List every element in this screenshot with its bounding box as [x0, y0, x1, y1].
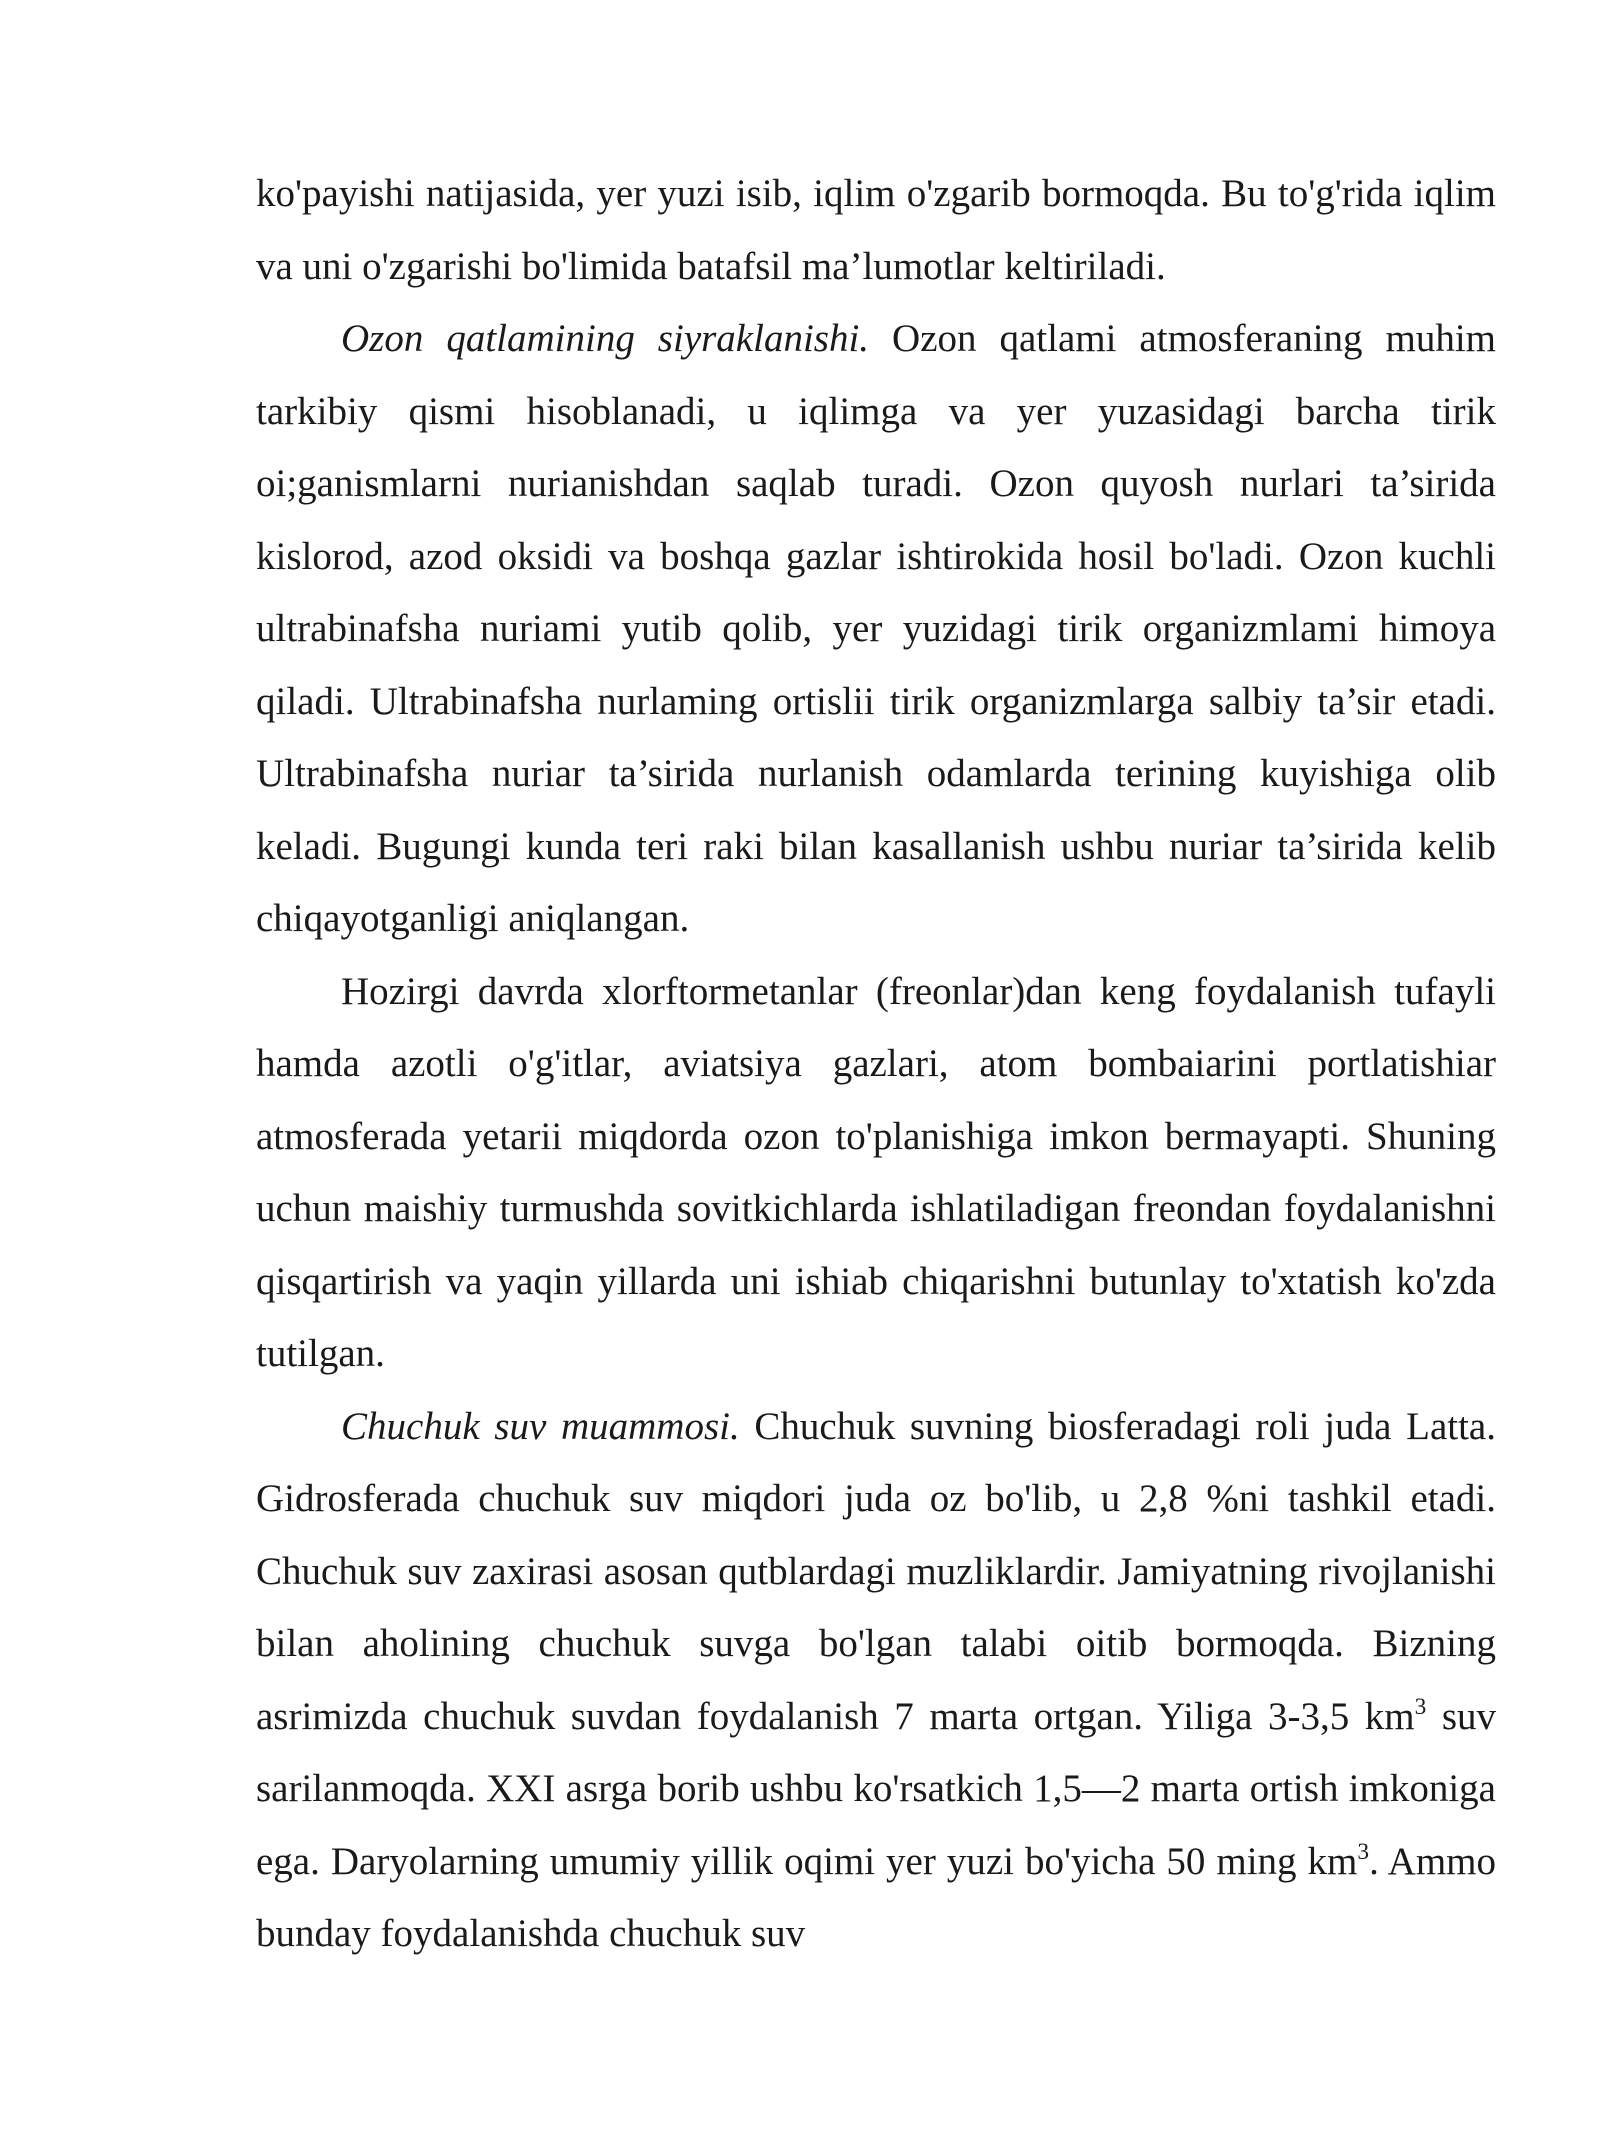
superscript-cubed: 3 [1414, 1693, 1427, 1720]
paragraph-freons [256, 956, 1496, 1391]
document-body [256, 158, 1496, 1971]
paragraph-text: suv sarilanmoqda. XXI asrga borib ushbu ko'rsatkich 1,5—2 marta ortish imkoniga ega. Daryolarning umumiy yillik oqimi yer yuzi bo'yicha 50 ming km [256, 1694, 1496, 1883]
paragraph-fresh-water [256, 1391, 1496, 1971]
paragraph-text: Ozon qatlami atmosferaning muhim tarkibiy qismi hisoblanadi, u iqlimga va yer yuzasidagi barcha tirik oi;ganismlarni nurianishdan saqlab turadi. Ozon quyosh nurlari ta’sirida kislorod, azod oksidi va boshqa gazlar ishtirokida hosil bo'ladi. Ozon kuchli ultrabinafsha nuriami yutib qolib, yer yuzidagi tirik organizmlami himoya qiladi. Ultrabinafsha nurlaming ortislii tirik organizmlarga salbiy ta’sir etadi. Ultrabinafsha nuriar ta’sirida nurlanish odamlarda terining kuyishiga olib keladi. Bugungi kunda teri raki bilan kasallanish ushbu nuriar ta’sirida kelib chiqayotganligi aniqlangan. [256, 317, 1497, 940]
superscript-cubed: 3 [1357, 1838, 1370, 1865]
section-lead-fresh-water: Chuchuk suv muammosi. [341, 1404, 740, 1448]
paragraph-climate-continuation [256, 158, 1496, 303]
paragraph-text: Chuchuk suvning biosferadagi roli juda Latta. Gidrosferada chuchuk suv miqdori juda oz bo'lib, u 2,8 %ni tashkil etadi. Chuchuk suv zaxirasi asosan qutblardagi muzliklardir. Jamiyatning rivojlanishi bilan aholining chuchuk suvga bo'lgan talabi oitib bormoqda. Bizning asrimizda chuchuk suvdan foydalanish 7 marta ortgan. Yiliga 3-3,5 km [256, 1404, 1496, 1738]
paragraph-text: . Ammo bunday foydalanishda chuchuk suv [256, 1839, 1496, 1955]
paragraph-ozone-layer [256, 303, 1496, 956]
section-lead-ozone: Ozon qatlamining siyraklanishi. [341, 317, 870, 360]
paragraph-text: ko'payishi natijasida, yer yuzi isib, iqlim o'zgarib bormoqda. Bu to'g'rida iqlim va uni o'zgarishi bo'limida batafsil ma’lumotlar keltiriladi. [256, 172, 1496, 288]
paragraph-text: Hozirgi davrda xlorftormetanlar (freonlar)dan keng foydalanish tufayli hamda azotli o'g'itlar, aviatsiya gazlari, atom bombaiarini portlatishiar atmosferada yetarii miqdorda ozon to'planishiga imkon bermayapti. Shuning uchun maishiy turmushda sovitkichlarda ishlatiladigan freondan foydalanishni qisqartirish va yaqin yillarda uni ishiab chiqarishni butunlay to'xtatish ko'zda tutilgan. [256, 969, 1496, 1375]
